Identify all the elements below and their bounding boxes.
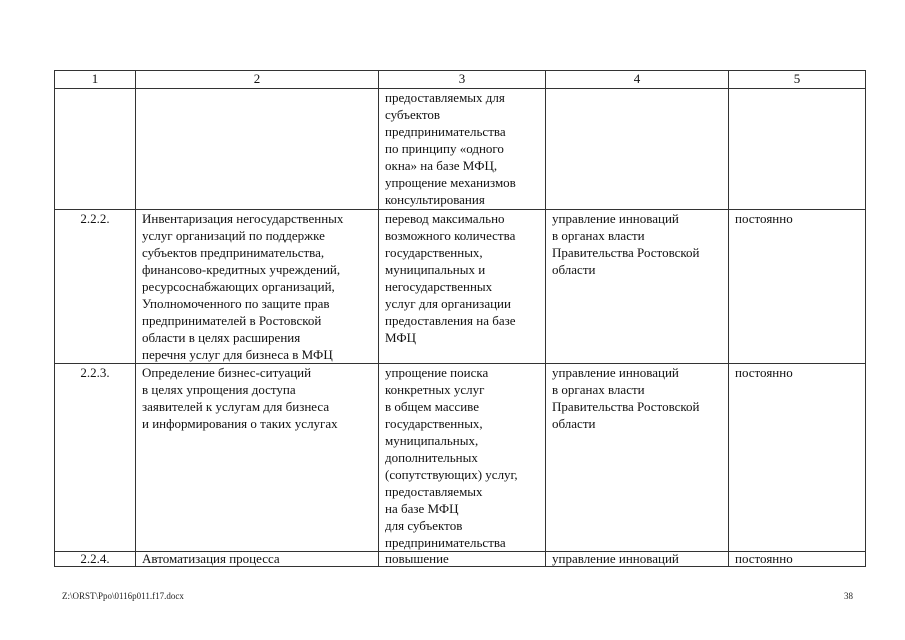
page-number: 38 — [844, 591, 853, 601]
item-number: 2.2.4. — [55, 552, 136, 567]
term-cell: постоянно — [729, 210, 866, 364]
cell-text-line: государственных, — [385, 416, 483, 431]
cell-text-line: области в целях расширения — [142, 330, 301, 345]
measures-table — [54, 70, 866, 567]
term-cell — [729, 89, 866, 210]
item-number: 2.2.2. — [55, 210, 136, 364]
cell-text-line: услуг организаций по поддержке — [142, 228, 325, 243]
cell-text-line: консультирования — [385, 192, 485, 207]
cell-text-line: субъектов — [385, 107, 441, 122]
expected-result-cell — [379, 364, 546, 552]
cell-text-line: предоставления на базе — [385, 313, 516, 328]
cell-text-line: на базе МФЦ — [385, 501, 459, 516]
cell-text-line: в органах власти — [552, 228, 645, 243]
cell-text-line: возможного количества — [385, 228, 516, 243]
cell-text-line: дополнительных — [385, 450, 478, 465]
cell-text-line: Определение бизнес-ситуаций — [142, 365, 312, 380]
column-header: 5 — [729, 71, 866, 89]
measure-name-cell — [136, 89, 379, 210]
term-cell: постоянно — [729, 364, 866, 552]
cell-text-line: в общем массиве — [385, 399, 479, 414]
cell-text-line: муниципальных и — [385, 262, 486, 277]
cell-text-line: управление инноваций — [552, 365, 679, 380]
expected-result-cell — [379, 552, 546, 567]
table-header-row — [55, 71, 866, 89]
cell-text-line: Правительства Ростовской — [552, 245, 700, 260]
executor-cell — [546, 364, 729, 552]
cell-text-line: (сопутствующих) услуг, — [385, 467, 518, 482]
cell-text-line: Автоматизация процесса — [142, 551, 280, 566]
table-row — [55, 552, 866, 567]
cell-text-line: предоставляемых для — [385, 90, 505, 105]
measure-name-cell — [136, 552, 379, 567]
cell-text-line: в целях упрощения доступа — [142, 382, 296, 397]
cell-text-line: муниципальных, — [385, 433, 479, 448]
cell-text-line: Правительства Ростовской — [552, 399, 700, 414]
cell-text-line: ресурсоснабжающих организаций, — [142, 279, 335, 294]
term-cell: постоянно — [729, 552, 866, 567]
cell-text-line: упрощение механизмов — [385, 175, 516, 190]
cell-text-line: и информирования о таких услугах — [142, 416, 338, 431]
cell-text-line: упрощение поиска — [385, 365, 489, 380]
cell-text-line: области — [552, 262, 596, 277]
cell-text-line: предпринимательства — [385, 535, 506, 550]
cell-text-line: финансово-кредитных учреждений, — [142, 262, 341, 277]
cell-text-line: государственных, — [385, 245, 483, 260]
table-row — [55, 89, 866, 210]
cell-text-line: окна» на базе МФЦ, — [385, 158, 498, 173]
cell-text-line: в органах власти — [552, 382, 645, 397]
cell-text-line: предоставляемых — [385, 484, 483, 499]
cell-text-line: для субъектов — [385, 518, 463, 533]
footer-file-path: Z:\ORST\Ppo\0116p011.f17.docx — [62, 591, 184, 601]
executor-cell — [546, 89, 729, 210]
cell-text-line: управление инноваций — [552, 551, 679, 566]
measure-name-cell — [136, 210, 379, 364]
cell-text-line: МФЦ — [385, 330, 417, 345]
cell-text-line: услуг для организации — [385, 296, 511, 311]
cell-text-line: по принципу «одного — [385, 141, 504, 156]
table-row — [55, 210, 866, 364]
item-number — [55, 89, 136, 210]
cell-text-line: заявителей к услугам для бизнеса — [142, 399, 330, 414]
column-header: 1 — [55, 71, 136, 89]
expected-result-cell — [379, 89, 546, 210]
cell-text-line: перечня услуг для бизнеса в МФЦ — [142, 347, 333, 362]
cell-text-line: управление инноваций — [552, 211, 679, 226]
expected-result-cell — [379, 210, 546, 364]
cell-text-line: перевод максимально — [385, 211, 505, 226]
column-header: 2 — [136, 71, 379, 89]
item-number: 2.2.3. — [55, 364, 136, 552]
column-header: 4 — [546, 71, 729, 89]
cell-text-line: повышение — [385, 551, 449, 566]
cell-text-line: субъектов предпринимательства, — [142, 245, 325, 260]
column-header: 3 — [379, 71, 546, 89]
cell-text-line: области — [552, 416, 596, 431]
cell-text-line: конкретных услуг — [385, 382, 485, 397]
measure-name-cell — [136, 364, 379, 552]
cell-text-line: Инвентаризация негосударственных — [142, 211, 344, 226]
table-row — [55, 364, 866, 552]
cell-text-line: негосударственных — [385, 279, 493, 294]
cell-text-line: предпринимательства — [385, 124, 506, 139]
executor-cell — [546, 210, 729, 364]
cell-text-line: Уполномоченного по защите прав — [142, 296, 330, 311]
cell-text-line: предпринимателей в Ростовской — [142, 313, 322, 328]
executor-cell — [546, 552, 729, 567]
